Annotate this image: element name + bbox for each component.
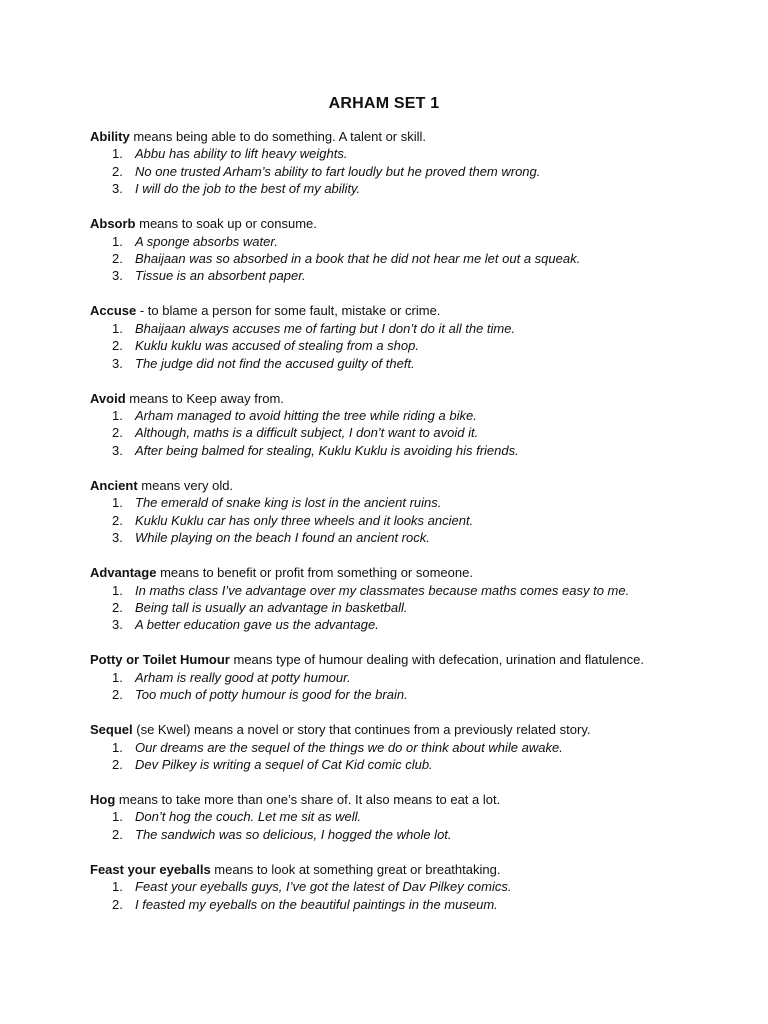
definition-text: means type of humour dealing with defecation, urination and flatulence. [229, 652, 644, 668]
vocabulary-term: Absorb [90, 216, 136, 232]
example-text: Don’t hog the couch. Let me sit as well. [135, 809, 362, 825]
definition-text: means to Keep away from. [125, 390, 284, 406]
list-number: 1. [112, 146, 123, 162]
list-number: 2. [112, 512, 123, 528]
definition-text: means very old. [137, 477, 234, 493]
example-sentence [90, 145, 710, 162]
vocabulary-term: Avoid [90, 390, 126, 406]
example-sentence [90, 686, 710, 703]
list-number: 2. [112, 251, 123, 267]
example-sentence [90, 494, 710, 511]
list-number: 3. [112, 268, 123, 284]
example-sentence [90, 250, 710, 267]
vocabulary-entry [90, 128, 710, 198]
definition-text: means to soak up or consume. [135, 216, 317, 232]
list-number: 2. [112, 687, 123, 703]
example-text: After being balmed for stealing, Kuklu Kuklu is avoiding his friends. [135, 442, 519, 458]
example-text: No one trusted Arham’s ability to fart loudly but he proved them wrong. [135, 163, 541, 179]
example-sentence [90, 529, 710, 546]
example-text: Too much of potty humour is good for the brain. [135, 687, 408, 703]
definition-line [90, 390, 710, 407]
vocabulary-entry [90, 302, 710, 372]
vocabulary-entry [90, 477, 710, 547]
list-number: 2. [112, 163, 123, 179]
definition-text: means to look at something great or breathtaking. [210, 861, 501, 877]
example-text: Abbu has ability to lift heavy weights. [135, 146, 348, 162]
example-text: I feasted my eyeballs on the beautiful paintings in the museum. [135, 896, 498, 912]
example-text: While playing on the beach I found an ancient rock. [135, 530, 430, 546]
example-list [90, 407, 710, 459]
example-text: Although, maths is a difficult subject, I don’t want to avoid it. [135, 425, 479, 441]
example-sentence [90, 739, 710, 756]
example-text: In maths class I’ve advantage over my classmates because maths comes easy to me. [135, 582, 630, 598]
example-text: Dev Pilkey is writing a sequel of Cat Kid comic club. [135, 756, 433, 772]
example-list [90, 878, 710, 913]
list-number: 3. [112, 442, 123, 458]
definition-line [90, 861, 710, 878]
vocabulary-entry [90, 861, 710, 913]
example-sentence [90, 878, 710, 895]
list-number: 2. [112, 338, 123, 354]
example-sentence [90, 826, 710, 843]
example-sentence [90, 267, 710, 284]
example-text: The sandwich was so delicious, I hogged the whole lot. [135, 826, 452, 842]
definition-line [90, 302, 710, 319]
list-number: 1. [112, 582, 123, 598]
vocabulary-list [90, 128, 710, 931]
example-sentence [90, 616, 710, 633]
vocabulary-entry [90, 791, 710, 843]
list-number: 2. [112, 425, 123, 441]
example-sentence [90, 896, 710, 913]
example-list [90, 669, 710, 704]
example-text: Arham managed to avoid hitting the tree while riding a bike. [135, 408, 477, 424]
example-sentence [90, 512, 710, 529]
list-number: 1. [112, 669, 123, 685]
definition-text: means to take more than one’s share of. It also means to eat a lot. [115, 791, 501, 807]
example-sentence [90, 180, 710, 197]
example-sentence [90, 355, 710, 372]
example-text: Being tall is usually an advantage in basketball. [135, 599, 408, 615]
definition-line [90, 791, 710, 808]
list-number: 1. [112, 879, 123, 895]
example-sentence [90, 320, 710, 337]
vocabulary-entry [90, 564, 710, 634]
list-number: 1. [112, 495, 123, 511]
example-text: Our dreams are the sequel of the things we do or think about while awake. [135, 739, 563, 755]
list-number: 3. [112, 617, 123, 633]
example-text: Arham is really good at potty humour. [135, 669, 351, 685]
list-number: 2. [112, 826, 123, 842]
example-text: The judge did not find the accused guilty of theft. [135, 355, 415, 371]
vocabulary-entry [90, 721, 710, 773]
example-sentence [90, 669, 710, 686]
example-text: The emerald of snake king is lost in the ancient ruins. [135, 495, 442, 511]
definition-line [90, 477, 710, 494]
definition-text: (se Kwel) means a novel or story that continues from a previously related story. [132, 722, 591, 738]
list-number: 1. [112, 408, 123, 424]
list-number: 1. [112, 233, 123, 249]
example-sentence [90, 337, 710, 354]
example-text: A better education gave us the advantage. [135, 617, 379, 633]
vocabulary-term: Ability [90, 129, 130, 144]
example-sentence [90, 442, 710, 459]
vocabulary-term: Advantage [90, 565, 157, 581]
list-number: 2. [112, 896, 123, 912]
vocabulary-term: Accuse [90, 303, 137, 319]
example-text: Kuklu Kuklu car has only three wheels and it looks ancient. [135, 512, 474, 528]
list-number: 3. [112, 355, 123, 371]
example-text: Tissue is an absorbent paper. [135, 268, 306, 284]
list-number: 1. [112, 809, 123, 825]
definition-text: means being able to do something. A talent or skill. [129, 129, 427, 144]
example-text: Kuklu kuklu was accused of stealing from a shop. [135, 338, 419, 354]
vocabulary-entry [90, 215, 710, 285]
example-list [90, 494, 710, 546]
list-number: 1. [112, 320, 123, 336]
definition-line [90, 564, 710, 581]
list-number: 2. [112, 599, 123, 615]
list-number: 3. [112, 530, 123, 546]
example-sentence [90, 407, 710, 424]
example-sentence [90, 582, 710, 599]
example-sentence [90, 163, 710, 180]
vocabulary-term: Ancient [90, 477, 138, 493]
vocabulary-term: Feast your eyeballs [90, 861, 211, 877]
example-list [90, 320, 710, 372]
list-number: 3. [112, 181, 123, 197]
definition-line [90, 215, 710, 232]
example-sentence [90, 424, 710, 441]
list-number: 2. [112, 756, 123, 772]
definition-line [90, 651, 710, 668]
example-list [90, 233, 710, 285]
example-sentence [90, 808, 710, 825]
example-text: Bhaijaan always accuses me of farting but I don’t do it all the time. [135, 320, 516, 336]
example-sentence [90, 233, 710, 250]
definition-line [90, 721, 710, 738]
vocabulary-entry [90, 390, 710, 460]
example-text: A sponge absorbs water. [135, 233, 278, 249]
example-text: I will do the job to the best of my ability. [135, 181, 361, 197]
list-number: 1. [112, 739, 123, 755]
example-list [90, 739, 710, 774]
example-list [90, 582, 710, 634]
example-sentence [90, 599, 710, 616]
vocabulary-entry [90, 651, 710, 703]
definition-text: means to benefit or profit from something or someone. [156, 565, 473, 581]
example-list [90, 808, 710, 843]
example-list [90, 145, 710, 197]
vocabulary-term: Hog [90, 791, 116, 807]
definition-line [90, 128, 710, 145]
example-sentence [90, 756, 710, 773]
example-text: Feast your eyeballs guys, I’ve got the latest of Dav Pilkey comics. [135, 879, 512, 895]
vocabulary-term: Potty or Toilet Humour [90, 652, 230, 668]
document-title: ARHAM SET 1 [328, 95, 440, 112]
vocabulary-term: Sequel [90, 722, 133, 738]
definition-text: - to blame a person for some fault, mistake or crime. [136, 303, 441, 319]
example-text: Bhaijaan was so absorbed in a book that he did not hear me let out a squeak. [135, 251, 581, 267]
